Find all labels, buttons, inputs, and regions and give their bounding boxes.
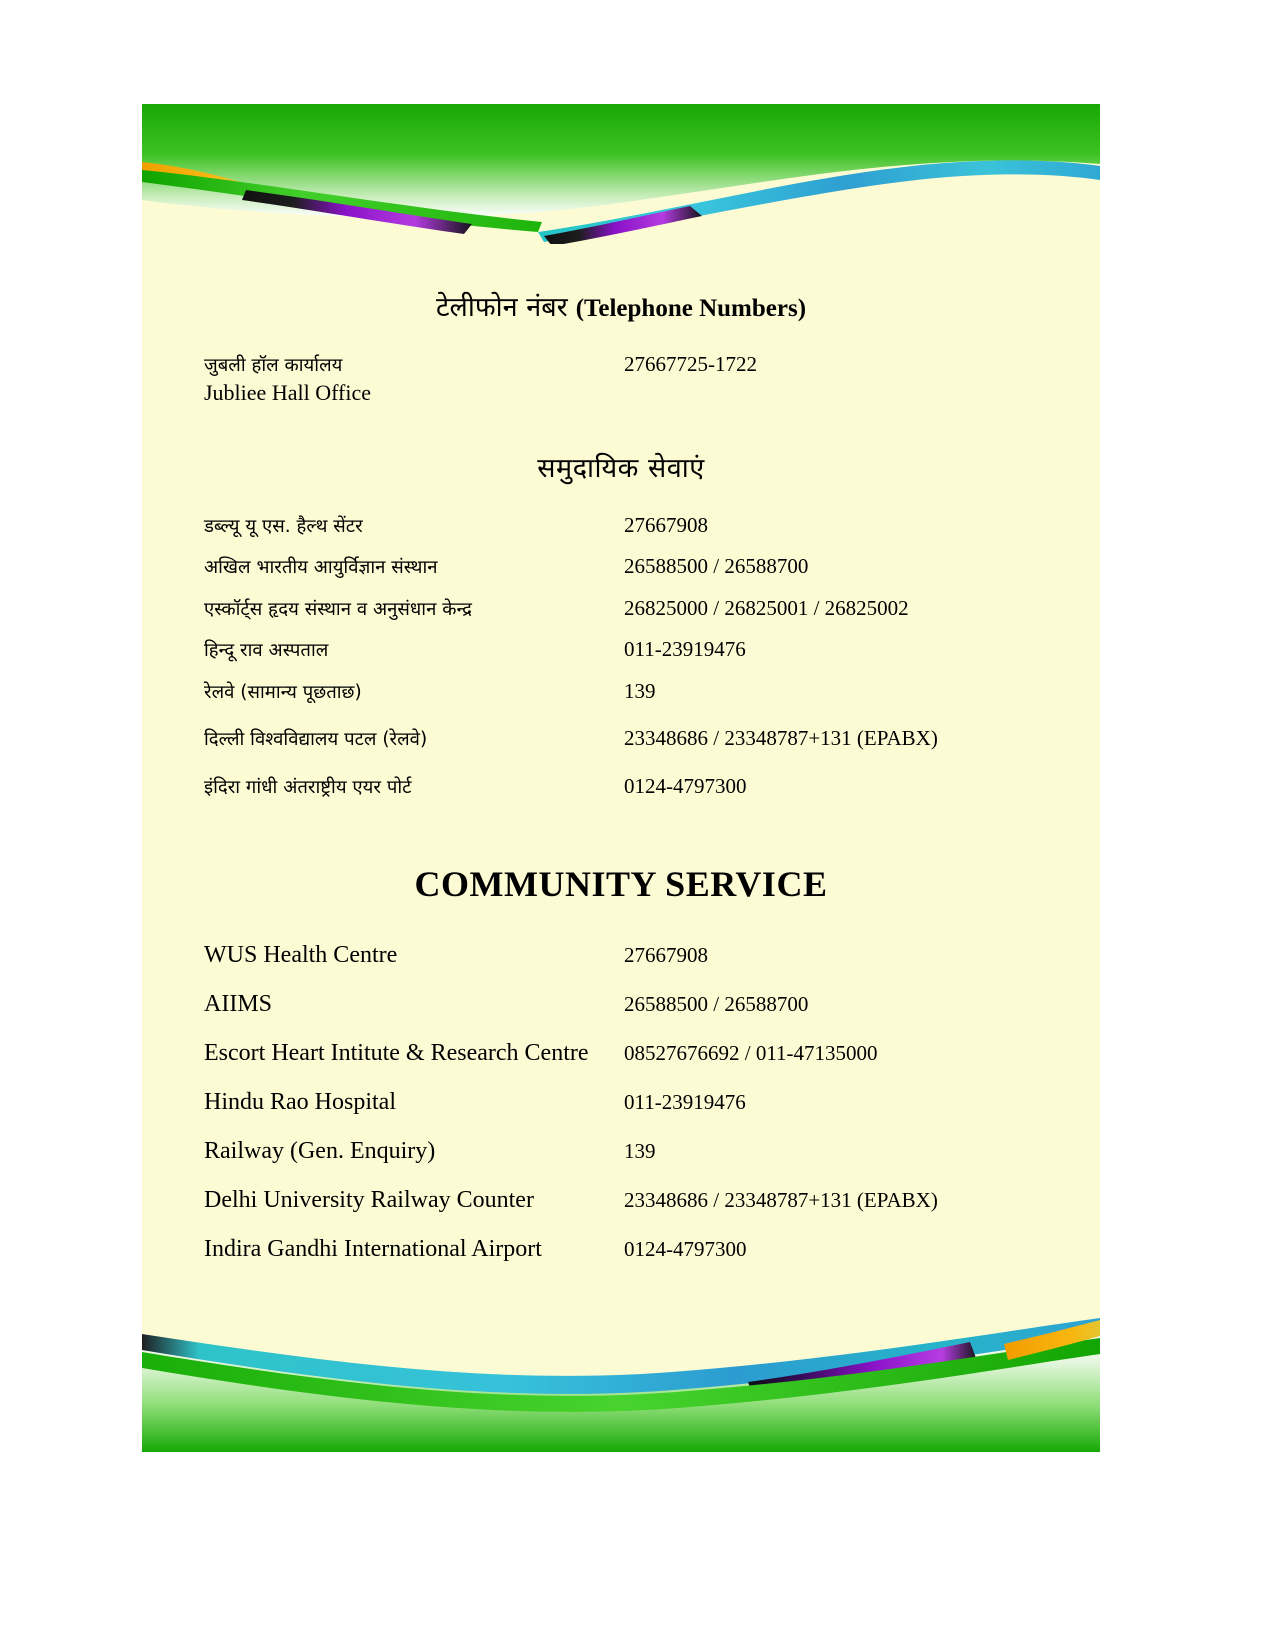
table-row: [142, 728, 1100, 750]
table-row: [142, 595, 1100, 620]
row-number: 139: [624, 1139, 656, 1164]
row-number: 26588500 / 26588700: [624, 554, 809, 579]
community-hindi-row-list: [142, 485, 1100, 798]
row-label: जुबली हॉल कार्यालय: [204, 355, 343, 377]
row-label: Railway (Gen. Enquiry): [204, 1138, 436, 1165]
community-hindi-heading: समुदायिक सेवाएं: [537, 452, 705, 484]
row-number: 08527676692 / 011-47135000: [624, 1041, 878, 1066]
header-decorative-banner: [142, 104, 1100, 244]
table-row: [142, 992, 1100, 1016]
row-label: रेलवे (सामान्य पूछताछ): [204, 681, 362, 703]
row-label: इंदिरा गांधी अंतराष्ट्रीय एयर पोर्ट: [204, 776, 412, 798]
table-row: [142, 678, 1100, 703]
row-label: एस्कॉर्ट्स हृदय संस्थान व अनुसंधान केन्द्र: [204, 598, 472, 620]
table-row: [142, 1090, 1100, 1114]
table-row: [142, 354, 1100, 376]
header-wave-graphic: [142, 104, 1100, 244]
row-number: 23348686 / 23348787+131 (EPABX): [624, 1188, 938, 1213]
table-row: [142, 556, 1100, 578]
row-label: अखिल भारतीय आयुर्विज्ञान संस्थान: [204, 557, 438, 579]
telephone-heading-hindi: टेलीफोन नंबर: [435, 292, 568, 323]
row-label: दिल्ली विश्वविद्यालय पटल (रेलवे): [204, 729, 428, 751]
row-label: डब्ल्यू यू एस. हैल्थ सेंटर: [204, 515, 363, 537]
table-row: [142, 1041, 1100, 1065]
row-number: 0124-4797300: [624, 1237, 747, 1262]
table-row: [142, 1139, 1100, 1163]
row-number: 27667725-1722: [624, 352, 757, 377]
table-row: [142, 773, 1100, 798]
row-number: 27667908: [624, 512, 708, 537]
row-number: 0124-4797300: [624, 773, 747, 798]
table-row: [142, 639, 1100, 661]
community-service-heading: COMMUNITY SERVICE: [414, 864, 828, 905]
row-number: 27667908: [624, 943, 708, 968]
row-label: हिन्दू राव अस्पताल: [204, 640, 329, 662]
document-content: [142, 244, 1100, 1286]
telephone-heading-english: (Telephone Numbers): [575, 295, 807, 322]
document-page: [142, 104, 1100, 1452]
footer-decorative-banner: [142, 1302, 1100, 1452]
row-label: WUS Health Centre: [204, 942, 398, 969]
footer-wave-graphic: [142, 1302, 1100, 1452]
table-row: [142, 512, 1100, 537]
community-english-row-list: [142, 905, 1100, 1261]
row-label: Delhi University Railway Counter: [204, 1187, 534, 1214]
row-number: 26588500 / 26588700: [624, 992, 809, 1017]
telephone-row-list: [142, 324, 1100, 376]
row-label: Indira Gandhi International Airport: [204, 1236, 542, 1263]
telephone-subline: Jubliee Hall Office: [204, 379, 371, 405]
row-number: 011-23919476: [624, 1090, 746, 1115]
row-label: Hindu Rao Hospital: [204, 1089, 396, 1116]
row-label: AIIMS: [204, 991, 273, 1018]
row-number: 26825000 / 26825001 / 26825002: [624, 595, 909, 620]
row-label: Escort Heart Intitute & Research Centre: [204, 1040, 589, 1067]
row-number: 23348686 / 23348787+131 (EPABX): [624, 726, 938, 751]
table-row: [142, 943, 1100, 967]
row-number: 139: [624, 678, 656, 703]
row-number: 011-23919476: [624, 637, 746, 662]
table-row: [142, 1237, 1100, 1261]
telephone-heading: [142, 244, 1100, 324]
table-row: [142, 1188, 1100, 1212]
